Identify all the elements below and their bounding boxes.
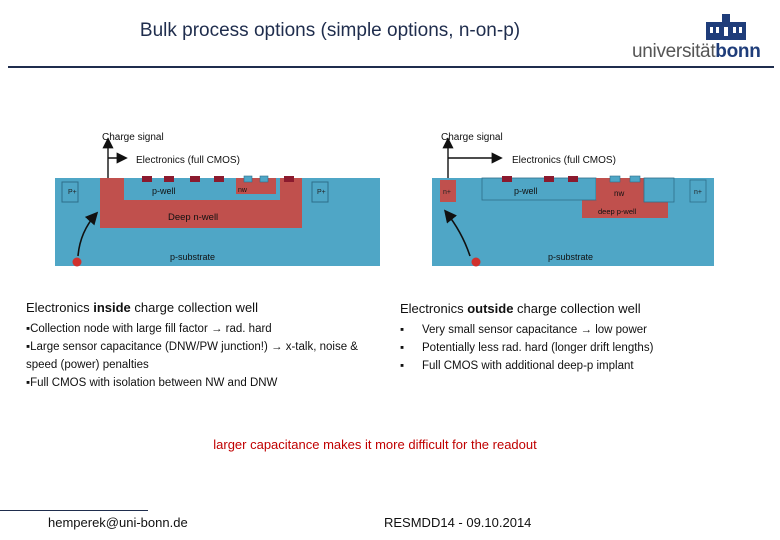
bullet-marker: ▪ — [400, 360, 405, 372]
left-p-well-label: p-well — [152, 186, 176, 196]
right-bullet — [400, 357, 770, 375]
left-implant — [214, 176, 224, 182]
right-bullet-text: Potentially less rad. hard (longer drift lengths) — [422, 342, 654, 354]
left-p-plus-right-label: P+ — [317, 189, 326, 196]
right-p-well-region — [482, 178, 596, 200]
left-deep-n-well-label: Deep n-well — [168, 212, 219, 223]
logo-suffix: bonn — [715, 41, 761, 62]
left-heading-post: charge collection well — [130, 300, 258, 315]
right-bullet — [400, 339, 770, 357]
right-n-plus-left-label: n+ — [443, 189, 451, 196]
right-p-substrate-label: p-substrate — [548, 252, 594, 262]
left-implant — [284, 176, 294, 182]
left-bullet: ▪Large sensor capacitance (DNW/PW junction!) → x-talk, noise & speed (power) penalties — [26, 341, 358, 371]
left-electronics-label: Electronics (full CMOS) — [136, 155, 240, 166]
left-bullet: ▪Collection node with large fill factor → rad. hard — [26, 323, 272, 335]
right-implant — [544, 176, 554, 182]
right-bullet — [400, 321, 770, 339]
footer-rule — [0, 510, 148, 511]
left-implant — [164, 176, 174, 182]
left-diagram — [55, 132, 380, 267]
left-implant — [142, 176, 152, 182]
left-charge-signal-label: Charge signal — [102, 132, 164, 143]
right-n-plus-right-label: n+ — [694, 189, 702, 196]
right-bullet-list — [400, 321, 770, 375]
left-implant — [244, 176, 252, 182]
right-implant — [568, 176, 578, 182]
right-implant — [630, 176, 640, 182]
right-charge-signal-label: Charge signal — [441, 132, 503, 143]
right-heading-bold: outside — [467, 301, 514, 316]
right-implant — [610, 176, 620, 182]
footer-email: hemperek@uni-bonn.de — [48, 515, 188, 530]
left-p-plus-left-label: P+ — [68, 189, 77, 196]
right-bullet-text: Very small sensor capacitance → low power — [422, 324, 647, 336]
left-electron-dot — [73, 258, 82, 267]
slide-title: Bulk process options (simple options, n-on-p) — [139, 20, 521, 41]
right-electronics-label: Electronics (full CMOS) — [512, 155, 616, 166]
right-implant — [502, 176, 512, 182]
left-implant — [260, 176, 268, 182]
left-heading-pre: Electronics — [26, 300, 94, 315]
footer-event: RESMDD14 - 09.10.2014 — [384, 515, 532, 530]
right-electron-dot — [472, 258, 481, 267]
right-heading-pre: Electronics — [400, 301, 468, 316]
right-p-well-right-region — [644, 178, 674, 202]
left-implant — [190, 176, 200, 182]
left-heading — [26, 300, 258, 315]
left-n-well-label: nw — [238, 187, 247, 194]
right-deep-p-well-label: deep p-well — [598, 207, 637, 216]
right-p-well-label: p-well — [514, 186, 538, 196]
left-bullet: ▪Full CMOS with isolation between NW and DNW — [26, 377, 278, 389]
right-heading-post: charge collection well — [513, 301, 641, 316]
logo-prefix: universität — [632, 41, 716, 62]
left-heading-bold: inside — [93, 300, 131, 315]
bullet-marker: ▪ — [400, 342, 405, 354]
left-bullet-list — [26, 320, 376, 392]
emphasis-statement: larger capacitance makes it more difficult for the readout — [213, 437, 537, 452]
bullet-marker: ▪ — [400, 324, 405, 336]
right-diagram — [432, 132, 714, 267]
right-bullet-text: Full CMOS with additional deep-p implant — [422, 360, 634, 372]
right-heading — [400, 301, 641, 316]
right-n-well-label: nw — [614, 189, 625, 198]
left-p-substrate-label: p-substrate — [170, 252, 216, 262]
